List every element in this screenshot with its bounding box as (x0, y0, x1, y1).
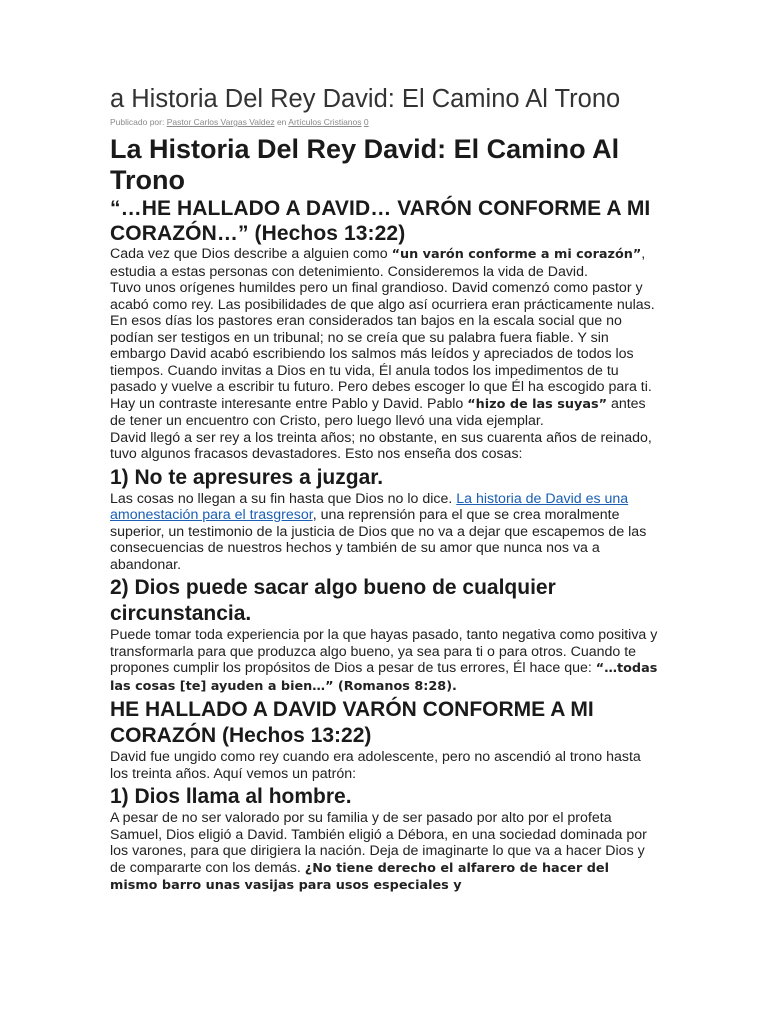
text-run: , una reprensión para el que se crea moralmente superior, un testimonio de la justicia de Dios que no va a dejar que escapemos de las consecuencias de nuestros hechos y también de su amor que nunca nos va a abandonar. (110, 507, 647, 573)
section-heading-1: 1) No te apresures a juzgar. (110, 465, 384, 489)
bold-quote: “…todas las cosas [te] ayuden a bien…” (Romanos 8:28). (110, 661, 658, 694)
meta-in: en (274, 117, 289, 127)
article-title: La Historia Del Rey David: El Camino Al Trono (110, 134, 620, 195)
text-run: antes de tener un encuentro con Cristo, pero luego llevó una vida ejemplar. (110, 395, 646, 429)
bold-quote: ¿No tiene derecho el alfarero de hacer del mismo barro unas vasijas para usos especiales y (110, 860, 609, 893)
paragraph-good (110, 627, 660, 695)
paragraph-intro (110, 246, 660, 280)
section-heading-4: 1) Dios llama al hombre. (110, 785, 352, 808)
paragraph-origins (110, 280, 660, 430)
david-history-link[interactable]: La historia de David es una amonestación para el trasgresor (110, 490, 629, 523)
bold-quote: “hizo de las suyas” (467, 396, 607, 412)
paragraph-anointed: David fue ungido como rey cuando era adolescente, pero no ascendió al trono hasta los treinta años. Aquí vemos un patrón: (110, 749, 641, 782)
text-run: Cada vez que Dios describe a alguien como (110, 246, 392, 262)
paragraph-judge (110, 491, 660, 574)
section-heading-2: 2) Dios puede sacar algo bueno de cualquier circunstancia. (110, 576, 556, 625)
text-run: , estudia a estas personas con detenimiento. Consideremos la vida de David. (110, 246, 646, 280)
text-run: Puede tomar toda experiencia por la que hayas pasado, tanto negativa como positiva y transformarla para que produzca algo bueno, ya sea para ti o para otros. Cuando te propones cumplir los propósitos de Dios a pesar de tus errores, Él hace que: (110, 627, 658, 676)
article-subtitle: “…HE HALLADO A DAVID… VARÓN CONFORME A MI CORAZÓN…” (Hechos 13:22) (110, 197, 651, 245)
article-page (110, 82, 660, 895)
text-run: Tuvo unos orígenes humildes pero un final grandioso. David comenzó como pastor y acabó como rey. Las posibilidades de que algo así ocurriera eran prácticamente nulas. En esos días los pastores eran considerados tan bajos en la escala social que no podían ser testigos en un tribunal; no se creía que su palabra fuera fiable. Y sin embargo David acabó escribiendo los salmos más leídos y apreciados de todos los tiempos. Cuando invitas a Dios en tu vida, Él anula todos los impedimentos de tu pasado y vuelve a escribir tu futuro. Pero debes escoger lo que Él ha escogido para ti. Hay un contraste interesante entre Pablo y David. Pablo (110, 280, 655, 412)
comments-count-link[interactable]: 0 (363, 117, 369, 127)
author-link[interactable]: Pastor Carlos Vargas Valdez (166, 117, 275, 127)
section-heading-3: HE HALLADO A DAVID VARÓN CONFORME A MI CORAZÓN (Hechos 13:22) (110, 698, 594, 747)
text-run: Las cosas no llegan a su fin hasta que Dios no lo dice. (110, 490, 457, 507)
page-title: a Historia Del Rey David: El Camino Al Trono (110, 85, 621, 113)
text-run: A pesar de no ser valorado por su familia y de ser pasado por alto por el profeta Samuel, Dios eligió a David. También eligió a Débora, en una sociedad dominada por los varones, para que dirigiera la nación. Deja de imaginarte lo que va a hacer Dios y de compararte con los demás. (110, 810, 647, 876)
paragraph-reign: David llegó a ser rey a los treinta años; no obstante, en sus cuarenta años de reinado, tuvo algunos fracasos devastadores. Esto nos enseña dos cosas: (110, 429, 652, 462)
bold-quote: “un varón conforme a mi corazón” (391, 247, 642, 262)
meta-prefix: Publicado por: (110, 117, 167, 127)
category-link[interactable]: Artículos Cristianos (288, 117, 362, 127)
post-meta (110, 116, 660, 128)
paragraph-calls (110, 810, 660, 895)
